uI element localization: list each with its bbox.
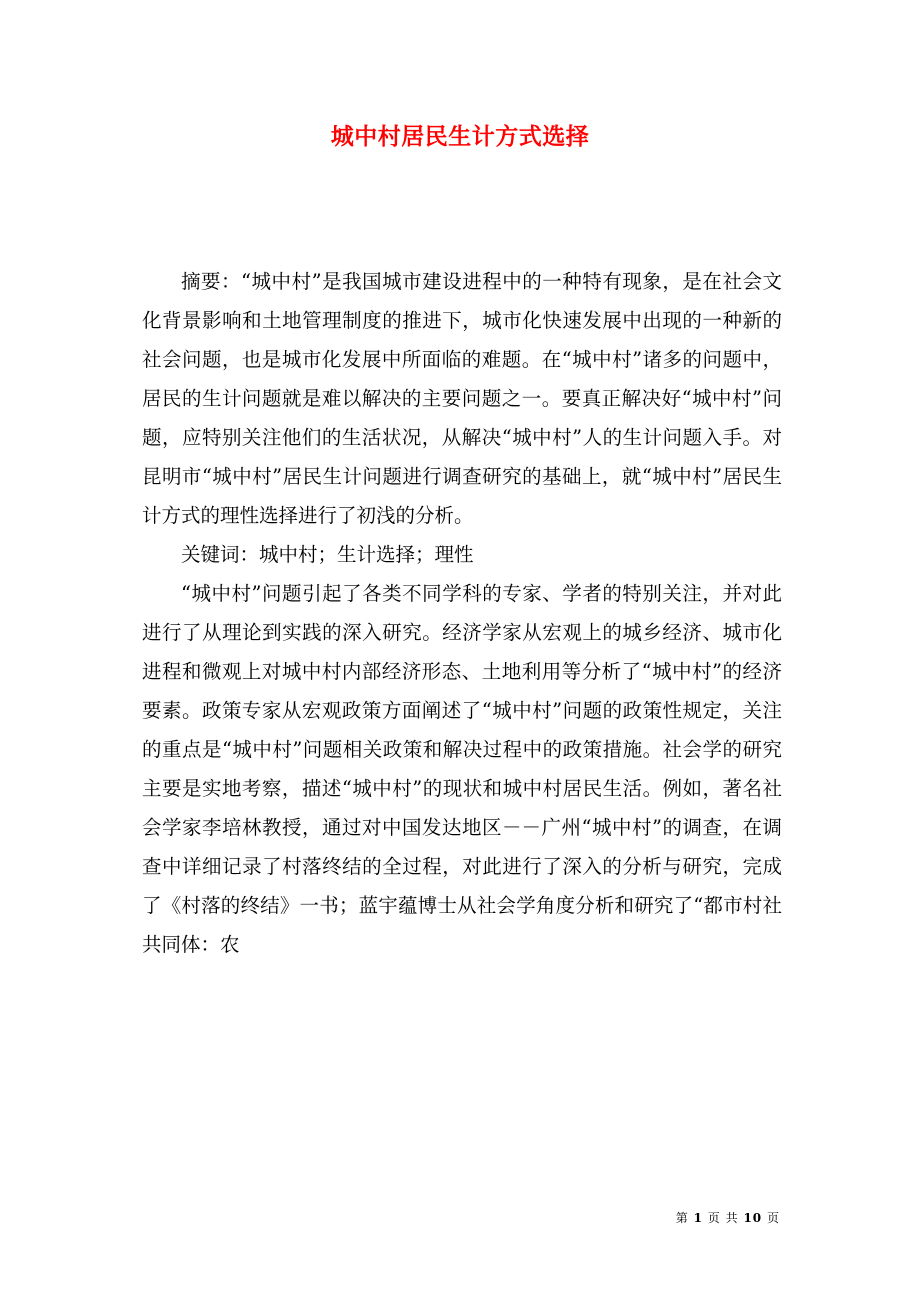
footer-suffix: 页 <box>766 1211 780 1225</box>
body-paragraph: “城中村”问题引起了各类不同学科的专家、学者的特别关注，并对此进行了从理论到实践的深入研究。经济学家从宏观上的城乡经济、城市化进程和微观上对城中村内部经济形态、土地利用等分析了“城中村”的经济要素。政策专家从宏观政策方面阐述了“城中村”问题的政策性规定，关注的重点是“城中村”问题相关政策和解决过程中的政策措施。社会学的研究主要是实地考察，描述“城中村”的现状和城中村居民生活。例如，著名社会学家李培林教授，通过对中国发达地区－－广州“城中村”的调查，在调查中详细记录了村落终结的全过程，对此进行了深入的分析与研究，完成了《村落的终结》一书；蓝宇蕴博士从社会学角度分析和研究了“都市村社共同体：农 <box>142 582 782 956</box>
current-page-number: 1 <box>693 1211 703 1225</box>
footer-middle: 页 共 <box>707 1211 739 1225</box>
footer-prefix: 第 <box>675 1211 689 1225</box>
page-footer <box>676 1209 780 1226</box>
abstract-paragraph: 摘要：“城中村”是我国城市建设进程中的一种特有现象，是在社会文化背景影响和土地管理制度的推进下，城市化快速发展中出现的一种新的社会问题，也是城市化发展中所面临的难题。在“城中村”诸多的问题中，居民的生计问题就是难以解决的主要问题之一。要真正解决好“城中村”问题，应特别关注他们的生活状况，从解决“城中村”人的生计问题入手。对昆明市“城中村”居民生计问题进行调查研究的基础上，就“城中村”居民生计方式的理性选择进行了初浅的分析。 <box>142 270 782 527</box>
document-body <box>142 262 782 964</box>
total-pages-number: 10 <box>743 1211 763 1225</box>
keywords-paragraph: 关键词：城中村；生计选择；理性 <box>181 543 474 566</box>
document-title: 城中村居民生计方式选择 <box>330 123 590 150</box>
